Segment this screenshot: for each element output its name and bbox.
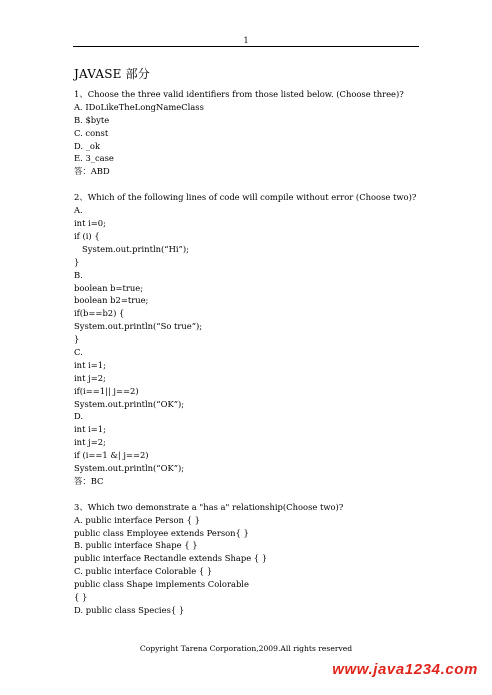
question-1-option: A. IDoLikeTheLongNameClass <box>74 101 204 112</box>
question-1-answer: 答：ABD <box>74 166 110 177</box>
question-2-code-line: if (i==1 &| j==2) <box>74 450 149 461</box>
question-2-code-line: int j=2; <box>74 437 106 448</box>
question-2-text: 2、Which of the following lines of code will compile without error (Choose two)? <box>74 192 417 203</box>
question-2-code-line: C. <box>74 346 83 357</box>
question-3-code-line: A. public interface Person { } <box>74 514 200 525</box>
question-2-answer: 答：BC <box>74 475 104 486</box>
section-title: JAVASE 部分 <box>74 67 150 81</box>
question-2-code-line: int i=1; <box>74 359 106 370</box>
question-2-code-line: D. <box>74 411 84 422</box>
question-2-code-line: B. <box>74 269 83 280</box>
question-3-text: 3、Which two demonstrate a "has a" relationship(Choose two)? <box>74 501 344 512</box>
question-2-code-line: if(i==1|| j==2) <box>74 385 139 396</box>
question-1-option: E. 3_case <box>74 153 114 164</box>
question-2-code-line: System.out.println(“OK”); <box>74 462 185 473</box>
question-1-option: D. _ok <box>74 140 101 151</box>
question-3-code-line: C. public interface Colorable { } <box>74 566 213 577</box>
question-2-code-line: A. <box>74 205 83 216</box>
question-2-code-line: System.out.println(“So true”); <box>74 321 203 332</box>
spacer <box>74 178 420 191</box>
copyright-footer: Copyright Tarena Corporation,2009.All rights reserved <box>139 644 353 653</box>
document-body <box>74 88 420 617</box>
question-2-code-line: } <box>74 256 80 267</box>
question-2-code-line: System.out.println(“Hi”); <box>74 243 189 254</box>
question-2-code-line: System.out.println(“OK”); <box>74 398 185 409</box>
question-2-code-line: int i=0; <box>74 218 106 229</box>
site-watermark: www.java1234.com <box>332 661 478 678</box>
question-3-code-line: B. public interface Shape { } <box>74 540 198 551</box>
question-2-code-line: int j=2; <box>74 372 106 383</box>
page-number: 1 <box>243 36 249 45</box>
question-1-option: C. const <box>74 127 109 138</box>
question-2-code-line: boolean b2=true; <box>74 295 149 306</box>
question-3-code-line: public class Employee extends Person{ } <box>74 527 249 538</box>
question-2-code-line: } <box>74 334 80 345</box>
question-3-code-line: D. public class Species{ } <box>74 604 185 615</box>
question-2-code-line: if (i) { <box>74 230 100 241</box>
question-3-code-line: public class Shape implements Colorable <box>74 579 249 590</box>
spacer <box>74 488 420 501</box>
question-1-option: B. $byte <box>74 114 110 125</box>
question-3-code-line: public interface Rectandle extends Shape { } <box>74 553 268 564</box>
question-2-code-line: int i=1; <box>74 424 106 435</box>
question-1-text: 1、Choose the three valid identifiers from those listed below. (Choose three)? <box>74 89 404 99</box>
question-2-code-line: boolean b=true; <box>74 282 144 293</box>
question-3-code-line: { } <box>74 592 88 602</box>
question-2-code-line: if(b==b2) { <box>74 308 125 319</box>
header-rule <box>73 46 419 47</box>
